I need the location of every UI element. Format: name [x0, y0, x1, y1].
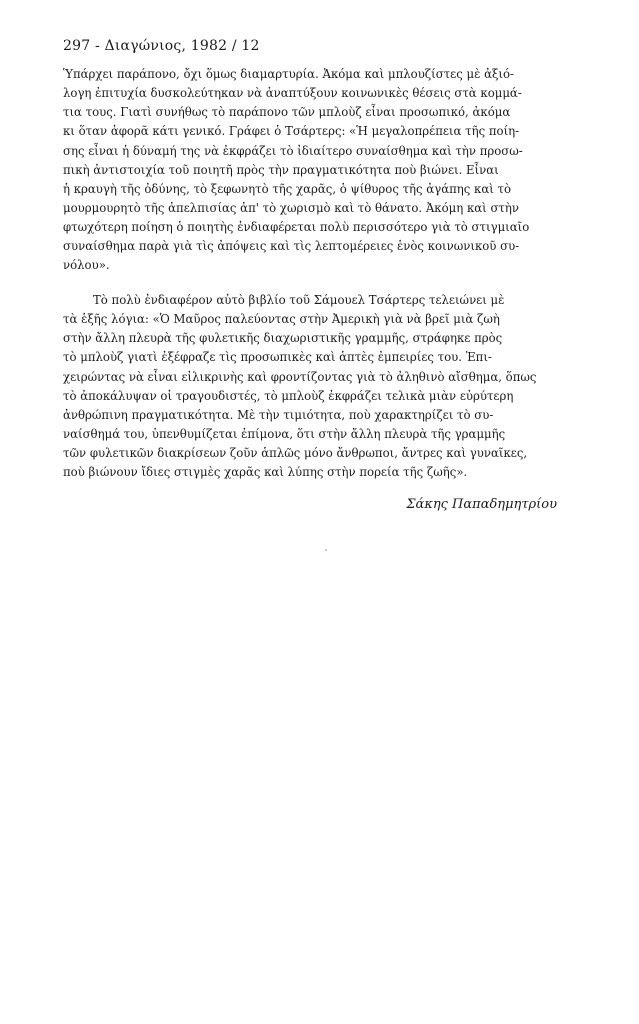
text-line: τὰ ἑξῆς λόγια: «Ὁ Μαῦρος παλεύοντας στὴν Ἀμερικὴ γιὰ νὰ βρεῖ μιὰ ζωὴ	[63, 312, 500, 327]
text-line: Τὸ πολὺ ἐνδιαφέρον αὐτὸ βιβλίο τοῦ Σάμουελ Τσάρτερς τελειώνει μὲ	[93, 293, 505, 307]
text-line: φτωχότερη ποίηση ὁ ποιητὴς ἐνδιαφέρεται πολὺ περισσότερο γιὰ τὸ στιγμιαῖο	[63, 220, 530, 235]
text-line: ποὺ βιώνουν ἴδιες στιγμὲς χαρᾶς καὶ λύπης στὴν πορεία τῆς ζωῆς».	[63, 465, 468, 480]
text-line: τὸ μπλοὺζ γιατὶ ἐξέφραζε τὶς προσωπικὲς καὶ ἁπτὲς ἐμπειρίες του. Ἐπι-	[63, 350, 492, 365]
text-line: μουρμουρητὸ τῆς ἀπελπισίας ἀπ' τὸ χωρισμὸ καὶ τὸ θάνατο. Ἀκόμη καὶ στὴν	[63, 200, 520, 215]
text-line: ἡ κραυγὴ τῆς ὀδύνης, τὸ ξεφωνητὸ τῆς χαρᾶς, ὁ ψίθυρος τῆς ἀγάπης καὶ τὸ	[63, 181, 512, 196]
text-line: λογη ἐπιτυχία δυσκολεύτηκαν νὰ ἀναπτύξουν κοινωνικὲς θέσεις στὰ κομμά-	[63, 86, 522, 101]
page-header: 297 - Διαγώνιος, 1982 / 12	[63, 38, 260, 54]
text-line: τὸ ἀποκάλυψαν οἱ τραγουδιστές, τὸ μπλοὺζ ἐκφράζει τελικὰ μιὰν εὐρύτερη	[63, 388, 514, 403]
text-line: τια τους. Γιατὶ συνήθως τὸ παράπονο τῶν μπλοὺζ εἶναι προσωπικό, ἀκόμα	[63, 105, 511, 120]
text-line: χειρώντας νὰ εἶναι εἰλικρινὴς καὶ φροντίζοντας γιὰ τὸ ἀληθινὸ αἴσθημα, ὅπως	[63, 369, 537, 384]
text-line: Ὑπάρχει παράπονο, ὄχι ὅμως διαμαρτυρία. Ἀκόμα καὶ μπλουζίστες μὲ ἀξιό-	[63, 67, 514, 81]
print-speck	[325, 549, 327, 551]
text-line: νόλου».	[63, 258, 110, 273]
text-line: ἀνθρώπινη πραγματικότητα. Μὲ τὴν τιμιότητα, ποὺ χαρακτηρίζει τὸ συ-	[63, 407, 494, 422]
text-line: συναίσθημα παρὰ γιὰ τὶς ἀπόψεις καὶ τὶς λεπτομέρειες ἑνὸς κοινωνικοῦ συ-	[63, 239, 520, 254]
text-line: ναίσθημά του, ὑπενθυμίζεται ἐπίμονα, ὅτι στὴν ἄλλη πλευρὰ τῆς γραμμῆς	[63, 426, 506, 441]
text-line: σης εἶναι ἡ δύναμή της νὰ ἐκφράζει τὸ ἰδιαίτερο συναίσθημα καὶ τὴν προσω-	[63, 143, 523, 158]
text-line: τῶν φυλετικῶν διακρίσεων ζοῦν ἁπλῶς μόνο ἄνθρωποι, ἄντρες καὶ γυναῖκες,	[63, 446, 528, 461]
text-line: πικὴ ἀντιστοιχία τοῦ ποιητῆ πρὸς τὴν πραγματικότητα ποὺ βιώνει. Εἶναι	[63, 162, 499, 177]
text-line: κι ὅταν ἀφορᾶ κάτι γενικό. Γράφει ὁ Τσάρτερς: «Ἡ μεγαλοπρέπεια τῆς ποίη-	[63, 124, 520, 139]
text-line: στὴν ἄλλη πλευρὰ τῆς φυλετικῆς διαχωριστικῆς γραμμῆς, στράφηκε πρὸς	[63, 331, 503, 346]
paragraph-2	[63, 291, 573, 482]
paragraph-1	[63, 65, 573, 276]
author-signature: Σάκης Παπαδημητρίου	[406, 497, 557, 512]
